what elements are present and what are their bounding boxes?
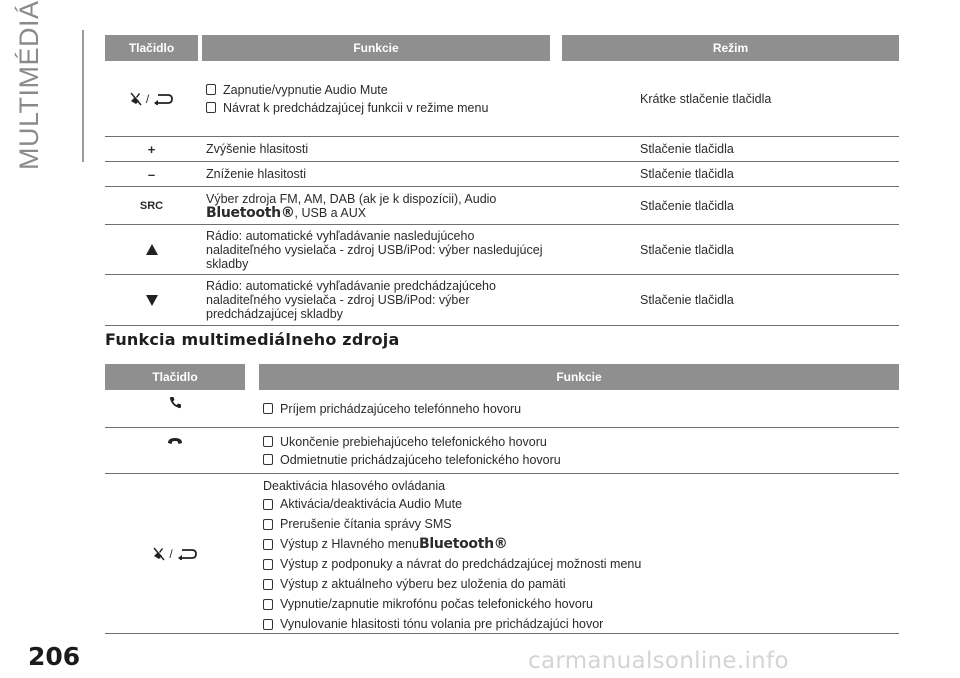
back-icon xyxy=(153,93,173,105)
mode-cell: Stlačenie tlačidla xyxy=(640,242,734,257)
mode-cell: Stlačenie tlačidla xyxy=(640,167,734,181)
header-button: Tlačidlo xyxy=(105,364,245,390)
function-cell xyxy=(259,428,899,473)
phone-hangup-icon xyxy=(167,437,183,445)
bluetooth-brand-text: Bluetooth® xyxy=(418,536,508,552)
side-rule xyxy=(82,30,84,162)
button-cell xyxy=(105,428,245,473)
function-cell: Rádio: automatické vyhľadávanie predchádzajúceho naladiteľného vysielača - zdroj USB/iPod: výber predchádzajúcej skladby xyxy=(206,279,496,321)
header-function: Funkcie xyxy=(202,35,550,61)
mode-cell: Stlačenie tlačidla xyxy=(640,293,734,307)
list-item: Výstup z podponuky a návrat do predchádzajúcej možnosti menu xyxy=(263,556,899,572)
table-row xyxy=(105,474,899,634)
triangle-up-icon xyxy=(146,244,158,255)
list-item: Prerušenie čítania správy SMS xyxy=(263,516,899,532)
list-item: Aktivácia/deaktivácia Audio Mute xyxy=(263,496,899,512)
button-cell xyxy=(105,390,245,427)
mode-cell: Stlačenie tlačidla xyxy=(640,198,734,213)
table-row xyxy=(105,162,899,187)
checkbox-bullet-icon xyxy=(263,436,273,447)
triangle-down-icon xyxy=(146,295,158,306)
button-cell: + xyxy=(147,141,156,157)
function-cell xyxy=(202,61,550,136)
checkbox-bullet-icon xyxy=(263,454,273,465)
mute-icon xyxy=(153,547,165,561)
table-row xyxy=(105,275,899,326)
list-item: Príjem prichádzajúceho telefónneho hovoru xyxy=(263,402,899,416)
function-cell: Výber zdroja FM, AM, DAB (ak je k dispozícii), Audio Bluetooth®, USB a AUX xyxy=(206,191,497,221)
icon-separator: / xyxy=(169,546,173,561)
bluetooth-brand-text: Bluetooth® xyxy=(206,204,295,221)
list-item: Odmietnutie prichádzajúceho telefonického hovoru xyxy=(263,453,899,467)
mute-icon xyxy=(130,92,142,106)
button-cell xyxy=(105,275,198,325)
checkbox-bullet-icon xyxy=(206,84,216,95)
table-row xyxy=(105,428,899,474)
table-header xyxy=(105,364,899,390)
table-row xyxy=(105,225,899,275)
function-cell xyxy=(259,390,899,427)
button-cell: SRC xyxy=(139,199,164,212)
header-button: Tlačidlo xyxy=(105,35,198,61)
checkbox-bullet-icon xyxy=(263,619,273,630)
list-item: Návrat k predchádzajúcej funkcii v režime menu xyxy=(206,101,550,115)
back-icon xyxy=(177,548,197,560)
icon-separator: / xyxy=(145,91,150,106)
mode-cell: Krátke stlačenie tlačidla xyxy=(640,91,772,106)
mode-cell: Stlačenie tlačidla xyxy=(640,142,734,156)
table-row xyxy=(105,390,899,428)
steering-controls-table xyxy=(105,35,899,326)
table-row xyxy=(105,61,899,137)
list-item: Vynulovanie hlasitosti tónu volania pre prichádzajúci hovor xyxy=(263,616,899,632)
section-title: Funkcia multimediálneho zdroja xyxy=(105,330,400,349)
media-source-table xyxy=(105,364,899,634)
list-item: Vypnutie/zapnutie mikrofónu počas telefonického hovoru xyxy=(263,596,899,612)
checkbox-bullet-icon xyxy=(263,559,273,570)
checkbox-bullet-icon xyxy=(263,519,273,530)
side-section-title: MULTIMÉDIÁ xyxy=(14,0,44,170)
watermark: carmanualsonline.info xyxy=(528,648,789,674)
function-cell xyxy=(259,474,899,633)
button-cell xyxy=(105,225,198,274)
table-row xyxy=(105,187,899,225)
list-item: Zapnutie/vypnutie Audio Mute xyxy=(206,83,550,97)
checkbox-bullet-icon xyxy=(263,499,273,510)
header-function: Funkcie xyxy=(259,364,899,390)
list-item: Výstup z aktuálneho výberu bez uloženia do pamäti xyxy=(263,576,899,592)
checkbox-bullet-icon xyxy=(263,403,273,414)
header-mode: Režim xyxy=(562,35,899,61)
function-cell: Zvýšenie hlasitosti xyxy=(206,142,309,156)
phone-answer-icon xyxy=(169,396,182,409)
checkbox-bullet-icon xyxy=(263,539,273,550)
list-item: Ukončenie prebiehajúceho telefonického hovoru xyxy=(263,435,899,449)
checkbox-bullet-icon xyxy=(263,579,273,590)
button-cell xyxy=(105,474,245,633)
list-item: Výstup z Hlavného menu Bluetooth® xyxy=(263,536,899,552)
function-cell: Rádio: automatické vyhľadávanie nasledujúceho naladiteľného vysielača - zdroj USB/iPod: výber nasledujúcej skladby xyxy=(206,228,543,271)
checkbox-bullet-icon xyxy=(206,102,216,113)
page-number: 206 xyxy=(28,642,81,671)
table-row xyxy=(105,137,899,162)
table-header xyxy=(105,35,899,61)
button-cell xyxy=(105,61,198,136)
function-intro: Deaktivácia hlasového ovládania xyxy=(263,479,446,493)
function-cell: Zníženie hlasitosti xyxy=(206,167,307,181)
button-cell: – xyxy=(147,166,156,182)
checkbox-bullet-icon xyxy=(263,599,273,610)
